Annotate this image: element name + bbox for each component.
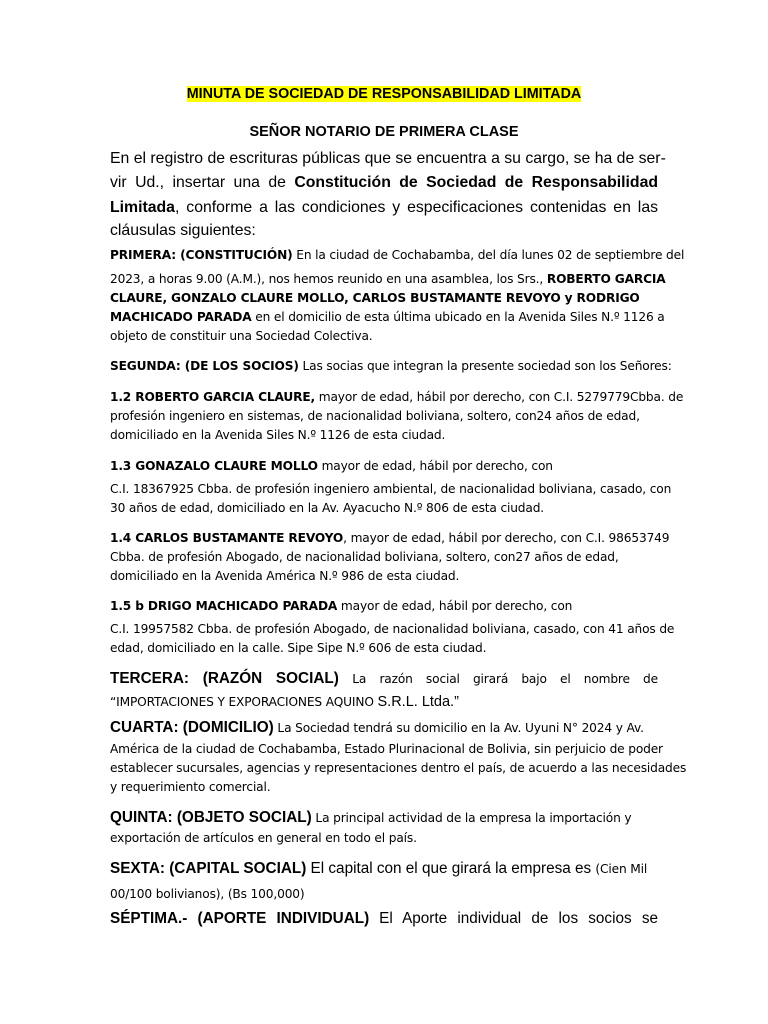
clause-cuarta-line: CUARTA: (DOMICILIO) La Sociedad tendrá su domicilio en la Av. Uyuni N° 2024 y Av.	[110, 719, 644, 736]
intro-line: cláusulas siguientes:	[110, 222, 256, 239]
intro-line: vir Ud., insertar una de Constitución de Sociedad de Responsabilidad	[110, 174, 659, 191]
socio-2-line: 30 años de edad, domiciliado en la Av. Ayacucho N.º 806 de esta ciudad.	[110, 501, 545, 515]
clause-primera-line: CLAURE, GONZALO CLAURE MOLLO, CARLOS BUSTAMANTE REVOYO y RODRIGO	[110, 291, 640, 305]
intro-bold-text: Limitada	[110, 199, 175, 216]
intro-bold-text: Constitución de Sociedad de Responsabilidad	[294, 174, 659, 191]
clause-quinta-line: exportación de artículos en general en todo el país.	[110, 831, 417, 845]
clause-primera-line: objeto de constituir una Sociedad Colectiva.	[110, 329, 373, 343]
clause-cuarta-label: CUARTA: (DOMICILIO)	[110, 719, 274, 736]
socio-2-name: 1.3 GONAZALO CLAURE MOLLO	[110, 459, 318, 473]
socio-1-line: profesión ingeniero en sistemas, de nacionalidad boliviana, soltero, con24 años de edad,	[110, 409, 640, 423]
clause-primera-line: MACHICADO PARADA en el domicilio de esta última ubicado en la Avenida Siles N.º 1126 a	[110, 310, 665, 324]
clause-tercera-line: “IMPORTACIONES Y EXPORACIONES AQUINO S.R.L. Ltda.”	[110, 694, 459, 710]
clause-septima-label: SÉPTIMA.- (APORTE INDIVIDUAL)	[110, 910, 370, 927]
socio-4-name: 1.5 b DRIGO MACHICADO PARADA	[110, 599, 338, 613]
title-highlight: MINUTA DE SOCIEDAD DE RESPONSABILIDAD LIMITADA	[186, 86, 582, 102]
socio-3-line: Cbba. de profesión Abogado, de nacionalidad boliviana, soltero, con27 años de edad,	[110, 550, 619, 564]
socio-1-line: domiciliado en la Avenida Siles N.º 1126 de esta ciudad.	[110, 428, 446, 442]
socio-2-line: 1.3 GONAZALO CLAURE MOLLO mayor de edad, hábil por derecho, con	[110, 459, 553, 473]
socio-3-line: 1.4 CARLOS BUSTAMANTE REVOYO, mayor de edad, hábil por derecho, con C.I. 98653749	[110, 531, 670, 545]
clause-cuarta-line: establecer sucursales, agencias y representaciones dentro el país, de acuerdo a las necesidades	[110, 761, 687, 775]
clause-septima-line: SÉPTIMA.- (APORTE INDIVIDUAL) El Aporte individual de los socios se	[110, 910, 658, 927]
clause-cuarta-line: América de la ciudad de Cochabamba, Estado Plurinacional de Bolivia, sin perjuicio de poder	[110, 742, 663, 756]
clause-primera-line: PRIMERA: (CONSTITUCIÓN) En la ciudad de Cochabamba, del día lunes 02 de septiembre del	[110, 248, 685, 262]
intro-line: Limitada, conforme a las condiciones y especificaciones contenidas en las	[110, 199, 658, 216]
intro-line: En el registro de escrituras públicas que se encuentra a su cargo, se ha de ser-	[110, 150, 666, 167]
clause-segunda-line: SEGUNDA: (DE LOS SOCIOS) Las socias que integran la presente sociedad son los Señores:	[110, 359, 672, 373]
addressee-heading: SEÑOR NOTARIO DE PRIMERA CLASE	[249, 124, 519, 140]
clause-quinta-label: QUINTA: (OBJETO SOCIAL)	[110, 809, 312, 826]
clause-primera-label: PRIMERA: (CONSTITUCIÓN)	[110, 248, 293, 262]
socio-2-line: C.I. 18367925 Cbba. de profesión ingeniero ambiental, de nacionalidad boliviana, casado, con	[110, 482, 672, 496]
clause-sexta-line: 00/100 bolivianos), (Bs 100,000)	[110, 887, 305, 901]
socio-1-name: 1.2 ROBERTO GARCIA CLAURE,	[110, 390, 316, 404]
clause-cuarta-line: y requerimiento comercial.	[110, 780, 271, 794]
socio-3-name: 1.4 CARLOS BUSTAMANTE REVOYO	[110, 531, 344, 545]
clause-sexta-label: SEXTA: (CAPITAL SOCIAL)	[110, 860, 307, 877]
socio-3-line: domiciliado en la Avenida América N.º 986 de esta ciudad.	[110, 569, 460, 583]
clause-sexta-line: SEXTA: (CAPITAL SOCIAL) El capital con el que girará la empresa es (Cien Mil	[110, 860, 648, 877]
clause-segunda-label: SEGUNDA: (DE LOS SOCIOS)	[110, 359, 299, 373]
clause-quinta-line: QUINTA: (OBJETO SOCIAL) La principal actividad de la empresa la importación y	[110, 809, 632, 826]
clause-primera-line: 2023, a horas 9.00 (A.M.), nos hemos reunido en una asamblea, los Srs., ROBERTO GARCIA	[110, 272, 666, 286]
socio-4-line: 1.5 b DRIGO MACHICADO PARADA mayor de edad, hábil por derecho, con	[110, 599, 573, 613]
socio-4-line: edad, domiciliado en la calle. Sipe Sipe N.º 606 de esta ciudad.	[110, 641, 487, 655]
socio-1-line: 1.2 ROBERTO GARCIA CLAURE, mayor de edad, hábil por derecho, con C.I. 5279779Cbba. de	[110, 390, 684, 404]
document-title	[110, 84, 658, 104]
clause-tercera-label: TERCERA: (RAZÓN SOCIAL)	[110, 670, 339, 687]
socio-4-line: C.I. 19957582 Cbba. de profesión Abogado, de nacionalidad boliviana, casado, con 41 años de	[110, 622, 675, 636]
clause-tercera-line: TERCERA: (RAZÓN SOCIAL) La razón social girará bajo el nombre de	[110, 670, 658, 687]
